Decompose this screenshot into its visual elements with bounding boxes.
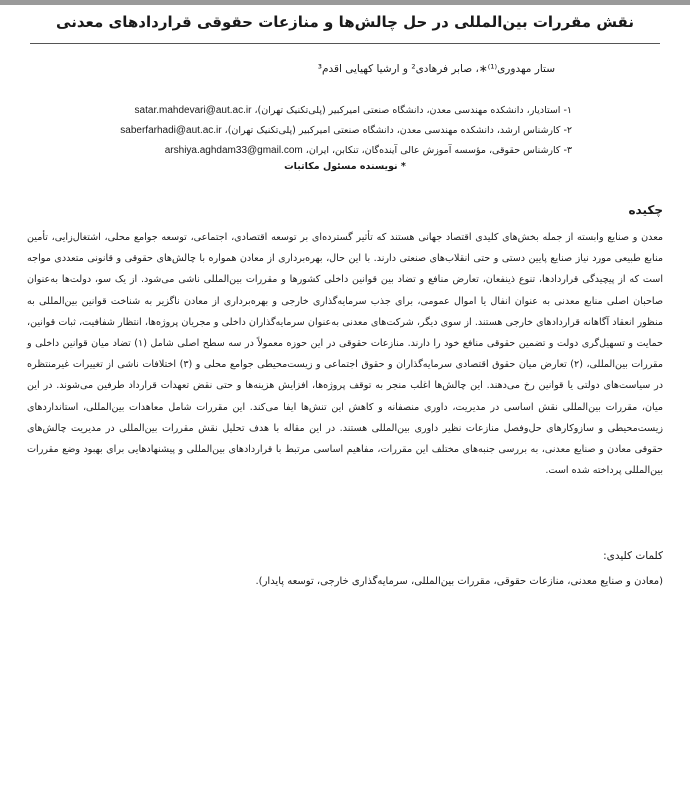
affiliation-1 [52,103,572,119]
abstract-text: معدن و صنایع وابسته از جمله بخش‌های کلیدی اقتصاد جهانی هستند که تأثیر گسترده‌ای بر توسعه اقتصادی، اجتماعی، توسعه جوامع محلی، اشتغال‌زایی، تأمین منابع طبیعی مورد نیاز صنایع پایین دستی و حتی انقلاب‌های صنعتی دارند. با این حال، بهره‌برداری از معادن همواره با چالش‌های حقوقی و قانونی متعددی مواجه است که از پیچیدگی قراردادها، تنوع ذینفعان، تعارض منافع و تضاد بین قوانین داخلی کشورها و مقررات بین‌المللی ناشی می‌شود. از یک سو، دولت‌ها به‌عنوان صاحبان اصلی منابع معدنی به عنوان انفال یا اموال عمومی، برای جذب سرمایه‌گذاری خارجی و بهره‌برداری از معادن ناگزیر به شناخت قوانین بین‌المللی به منظور انعقاد آگاهانه قراردادهای خارجی هستند. از سوی دیگر، شرکت‌های معدنی به‌عنوان سرمایه‌گذاران داخلی و مجریان پروژه‌ها، انتظار شفافیت، ثبات قوانین، حمایت و تسهیل‌گری دولت و تضمین حقوقی منافع خود را دارند. منازعات حقوقی در این حوزه معمولاً در سه سطح اصلی شامل (۱) تضاد میان قوانین داخلی و مقررات بین‌المللی، (۲) تعارض میان حقوق اقتصادی سرمایه‌گذاران و حقوق اجتماعی و زیست‌محیطی جوامع محلی و (۳) اختلافات ناشی از تغییرات غیرمنتظره در سیاست‌های دولتی یا قوانین رخ می‌دهند. این چالش‌ها اغلب منجر به توقف پروژه‌ها، افزایش هزینه‌ها و حتی نقض تعهدات قرارداد طرفین می‌شوند. در این میان، مقررات بین‌المللی نقش اساسی در مدیریت، داوری منصفانه و کاهش این تنش‌ها ایفا می‌کند. این مقررات شامل معاهدات بین‌المللی، استانداردهای زیست‌محیطی و سازوکارهای حل‌وفصل منازعات نظیر داوری بین‌المللی هستند. در این مقاله با هدف تحلیل نقش مقررات بین‌المللی در مدیریت چالش‌های حقوقی معادن و صنایع معدنی، به بررسی جنبه‌های مختلف این مقررات، مفاهیم اساسی مرتبط با قراردادهای بین‌المللی و پیشنهادهایی برای بهبود وضع مقررات بین‌المللی پرداخته شده است. [27,232,664,477]
paper-page [0,5,690,799]
abstract-heading: چکیده [628,203,663,217]
keywords-text: (معادن و صنایع معدنی، منازعات حقوقی، مقررات بین‌المللی، سرمایه‌گذاری خارجی، توسعه پایدار). [255,576,663,587]
affiliation-1-email: satar.mahdevari@aut.ac.ir [134,105,252,116]
affiliation-1-text: ۱- استادیار، دانشکده مهندسی معدن، دانشگاه صنعتی امیرکبیر (پلی‌تکنیک تهران)، [254,105,572,116]
author-list: ستار مهدوری‏⁽¹⁾∗، صابر فرهادی² و ارشیا کهیایی اقدم³ [317,63,555,75]
affiliation-3 [52,143,572,159]
title-divider [30,43,660,44]
affiliation-2-text: ۲- کارشناس ارشد، دانشکده مهندسی معدن، دانشگاه صنعتی امیرکبیر (پلی‌تکنیک تهران)، [224,125,572,136]
affiliation-2 [52,123,572,139]
keywords-heading: کلمات کلیدی: [603,550,663,562]
corresponding-author-note: * نویسنده مسئول مکاتبات [284,161,406,172]
affiliation-3-email: arshiya.aghdam33@gmail.com [164,145,303,156]
affiliation-3-text: ۳- کارشناس حقوقی، مؤسسه آموزش عالی آینده‌گان، تنکابن، ایران، [305,145,572,156]
paper-title: نقش مقررات بین‌المللی در حل چالش‌ها و منازعات حقوقی قراردادهای معدنی [56,13,634,31]
affiliation-2-email: saberfarhadi@aut.ac.ir [120,125,222,136]
